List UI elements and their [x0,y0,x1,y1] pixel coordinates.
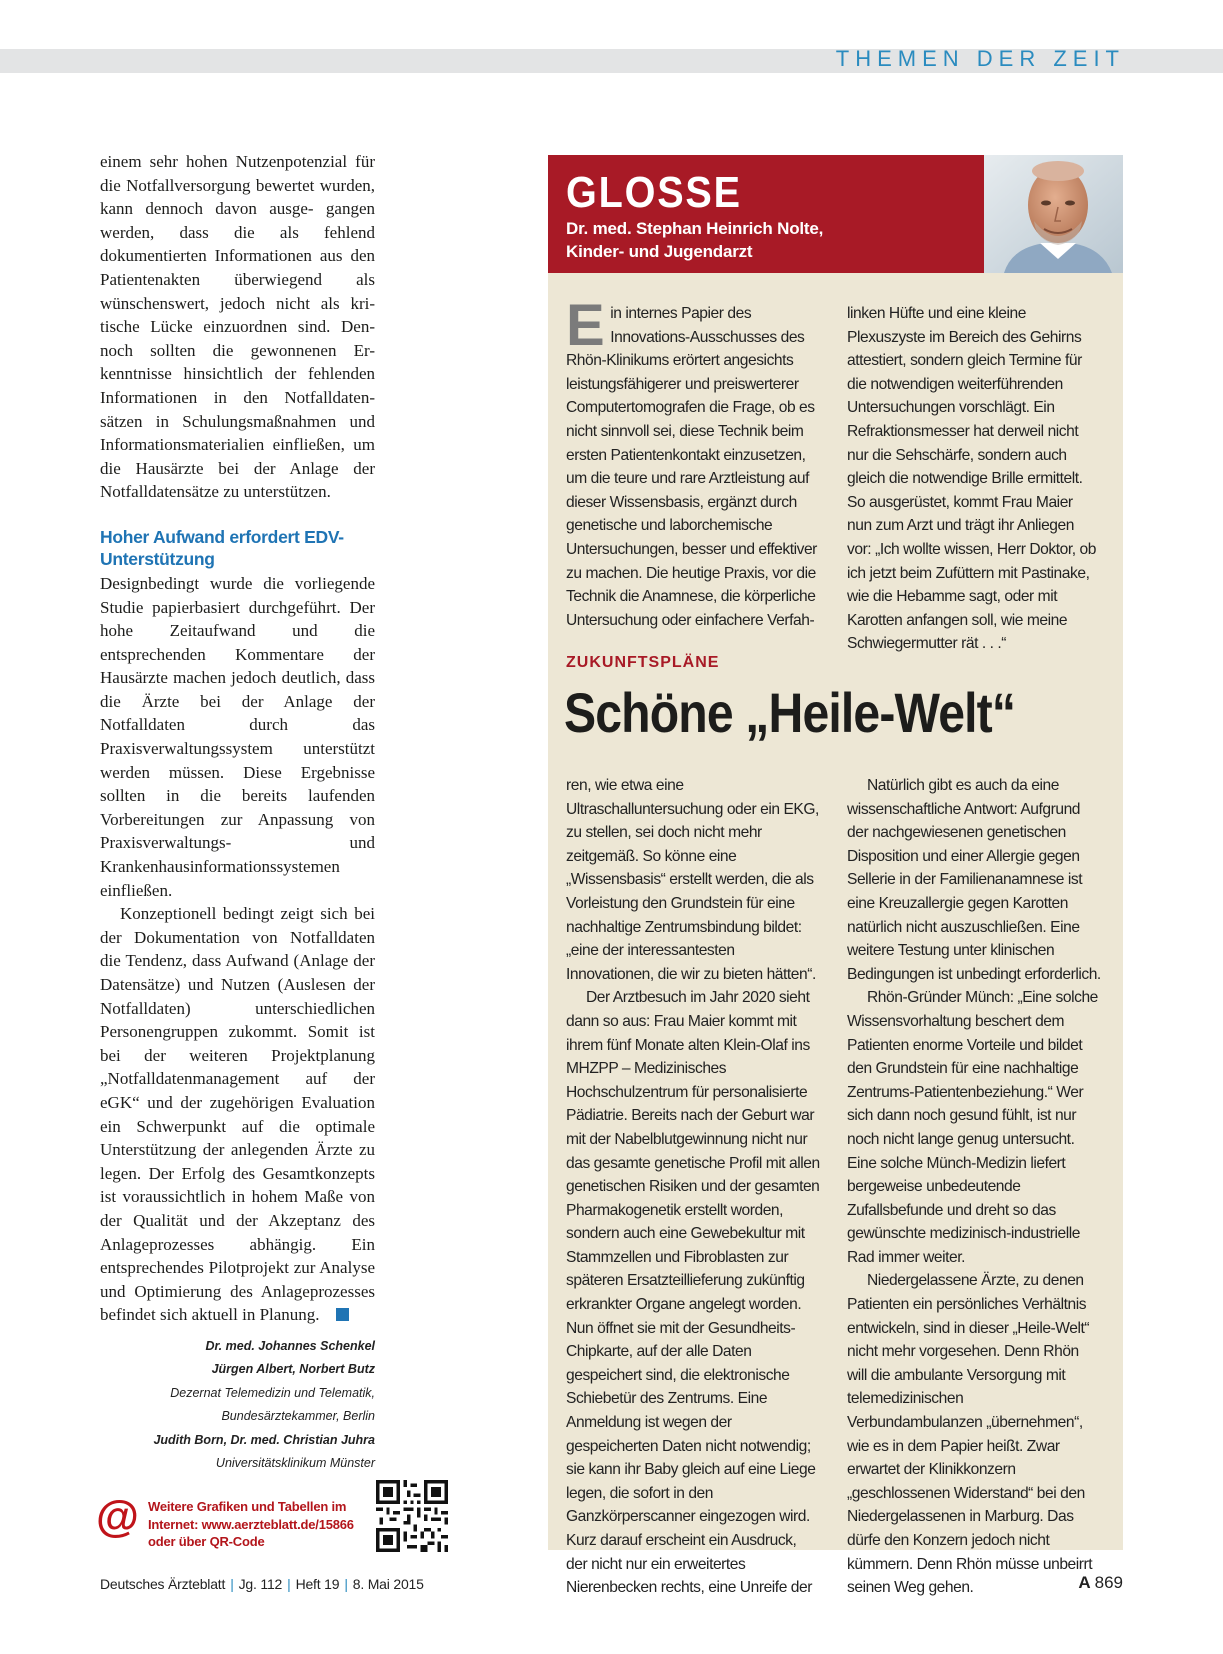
end-of-article-mark [336,1308,349,1321]
journal-name: Deutsches Ärzteblatt [100,1576,226,1592]
headline: Schöne „Heile-Welt“ [564,681,1016,744]
web-reference-text[interactable]: Weitere Grafiken und Tabellen im Internet: www.aerzteblatt.de/15866 oder über QR-Code [148,1499,354,1549]
left-article-column [100,150,375,1476]
left-paragraph-2: Designbedingt wurde die vorliegende Studie papierbasiert durchgeführt. Der hohe Zeitaufwand und die entsprechenden Kommentare der Hausärzte machen jedoch deutlich, dass die Ärzte bei der Anlage der Notfalldaten durch das Praxisverwaltungssystem unterstützt werden müssen. Diese Ergebnisse sollten in die bereits laufenden Vorbereitungen zur Anpassung von Praxisverwaltungs- und Krankenhausinformationssystemen einfließen. [100,573,375,900]
left-paragraph-3: Konzeptionell bedingt zeigt sich bei der Dokumentation von Notfalldaten die Tendenz, dass Aufwand (Anlage der Datensätze) und Nutzen (Auslesen der Notfalldaten) unterschiedlichen Personengruppen zukommt. Somit ist bei der weiteren Projektplanung „Notfalldatenmanagement auf der eGK“ und der zugehörigen Evaluation ein Schwerpunkt auf die optimale Unterstützung der anlegenden Ärzte zu legen. Der Erfolg des Gesamtkonzepts ist voraussichtlich in hohem Maße von der Qualität und der Akzeptanz des Anlageprozesses abhängig. Ein entsprechendes Pilotprojekt zur Analyse und Optimierung des Anlageprozesses befindet sich aktuell in Planung. [100,904,375,1325]
journal-footer: Deutsches Ärzteblatt | Jg. 112 | Heft 19 | 8. Mai 2015 [100,1576,424,1592]
left-subheading: Hoher Aufwand erfordert EDV-Unterstützung [100,526,344,569]
at-sign-icon: @ [96,1492,139,1541]
volume: Jg. 112 [238,1576,283,1592]
glosse-header [548,155,984,273]
affiliation-line: Universitätsklinikum Münster [215,1456,375,1471]
affiliation-line: Dezernat Telemedizin und Telematik, [170,1385,375,1400]
glosse-column-2-top: linken Hüfte und eine kleine Plexuszyste im Bereich des Gehirns attestiert, sondern gleich Termine für die notwendigen weiterführenden Untersuchungen vorschlägt. Ein Refraktionsmesser hat derweil nicht nur die Sehschärfe, sondern auch gleich die notwendige Brille ermittelt. So ausgerüstet, kommt Frau Maier nun zum Arzt und trägt ihr Anliegen vor: „Ich wollte wissen, Herr Doktor, ob ich jetzt beim Zufüttern mit Pastinake, wie die Hebamme sagt, oder mit Karotten anfangen soll, wie meine Schwiegermutter rät . . .“ [847,305,1096,653]
left-paragraph-1: einem sehr hohen Nutzenpotenzial für die Notfallversorgung bewertet wurden, kann dennoch davon ausge- gangen werden, dass die als fehlend dokumentierten Informationen aus den Patientenakten überwiegend als wünschenswert, jedoch nicht als kri- tische Lücke einzuordnen sind. Den- noch sollten die gewonnenen Er- kenntnisse hinsichtlich der fehlenden Informationen in den Notfalldaten- sätzen in Schulungsmaßnahmen und Informationsmaterialien einfließen, um die Hausärzte bei der Anlage der Notfalldatensätze zu unterstützen. [100,152,376,502]
issue-date: 8. Mai 2015 [352,1576,424,1592]
author-line: Jürgen Albert, Norbert Butz [211,1362,375,1377]
glosse-column-1-bottom: ren, wie etwa eine Ultraschalluntersuchung oder ein EKG, zu stellen, sei doch nicht mehr zeitgemäß. So könne eine „Wissensbasis“ erstellt werden, die als Vorleistung den Grundstein für eine nachhaltige Zentrumsbindung bildet: „eine der interessantesten Innovationen, die wir zu bieten hätten“. Der Arztbesuch im Jahr 2020 sieht dann so aus: Frau Maier kommt mit ihrem fünf Monate alten Klein-Olaf ins MHZPP – Medizinisches Hochschulzentrum für personalisierte Pädiatrie. Bereits nach der Geburt war mit der Nabelblutgewinnung nicht nur das gesamte genetische Profil mit allen genetischen Risiken und der gesamten Pharmakogenetik erstellt worden, sondern auch eine Gewebekultur mit Stammzellen und Fibroblasten zur späteren Ersatzteillieferung zukünftig erkrankter Organe angelegt worden. Nun öffnet sie mit der Gesundheits-Chipkarte, auf der alle Daten gespeichert sind, die elektronische Schiebetür des Zentrums. Eine Anmeldung ist wegen der gespeicherten Daten nicht notwendig; sie kann ihr Baby gleich auf eine Liege legen, die sofort in den Ganzkörperscanner eingezogen wird. Kurz darauf erscheint ein Ausdruck, der nicht nur ein erweitertes Nierenbecken rechts, eine Unreife der [566,777,820,1597]
glosse-label: GLOSSE [566,168,742,217]
kicker: ZUKUNFTSPLÄNE [566,654,720,671]
section-heading: THEMEN DER ZEIT [835,46,1125,71]
web-reference-box [96,1480,456,1556]
author-line: Dr. med. Johannes Schenkel [205,1338,375,1353]
glosse-column-2-bottom: Natürlich gibt es auch da eine wissenschaftliche Antwort: Aufgrund der nachgewiesenen genetischen Disposition und einer Allergie gegen Sellerie in der Familienanamnese ist eine Kreuzallergie gegen Karotten natürlich nicht auszuschließen. Eine weitere Testung unter klinischen Bedingungen ist unbedingt erforderlich. Rhön-Gründer Münch: „Eine solche Wissensvorhaltung beschert dem Patienten enorme Vorteile und bildet den Grundstein für eine nachhaltige Zentrums-Patientenbeziehung.“ Wer sich dann noch gesund fühlt, ist nur noch nicht lange genug untersucht. Eine solche Münch-Medizin liefert bergeweise unbedeutende Zufallsbefunde und dreht so das gewünschte medizinisch-industrielle Rad immer weiter. Niedergelassene Ärzte, zu denen Patienten ein persönliches Verhältnis entwickeln, sind in dieser „Heile-Welt“ nicht mehr vorgesehen. Denn Rhön will die ambulante Versorgung mit telemedizinischen Verbundambulanzen „übernehmen“, wie es in dem Papier heißt. Zwar erwartet der Klinikkonzern „geschlossenen Widerstand“ bei den Niedergelassenen in Marburg. Das dürfe den Konzern jedoch nicht kümmern. Denn Rhön müsse unbeirrt seinen Weg gehen. [847,777,1101,1597]
author-byline [100,1335,375,1476]
author-portrait [984,155,1123,273]
page-number: A 869 [1078,1573,1123,1592]
glosse-column-1-top: Ein internes Papier des Innovations-Ausschusses des Rhön-Klinikums erörtert angesichts leistungsfähigerer und preiswerterer Computertomografen die Frage, ob es nicht sinnvoll sei, diese Technik beim ersten Patientenkontakt einzusetzen, um die teure und rare Arztleistung auf dieser Wissensbasis, ergänzt durch genetische und laborchemische Untersuchungen, besser und effektiver zu machen. Die heutige Praxis, vor die Technik die Anamnese, die körperliche Untersuchung oder einfachere Verfah- [566,293,817,629]
issue: Heft 19 [295,1576,340,1592]
drop-cap: E [566,293,605,358]
qr-code-icon[interactable] [376,1480,448,1552]
author-line: Judith Born, Dr. med. Christian Juhra [153,1432,375,1447]
glosse-author: Dr. med. Stephan Heinrich Nolte, Kinder- und Jugendarzt [566,219,824,261]
affiliation-line: Bundesärztekammer, Berlin [221,1409,375,1424]
